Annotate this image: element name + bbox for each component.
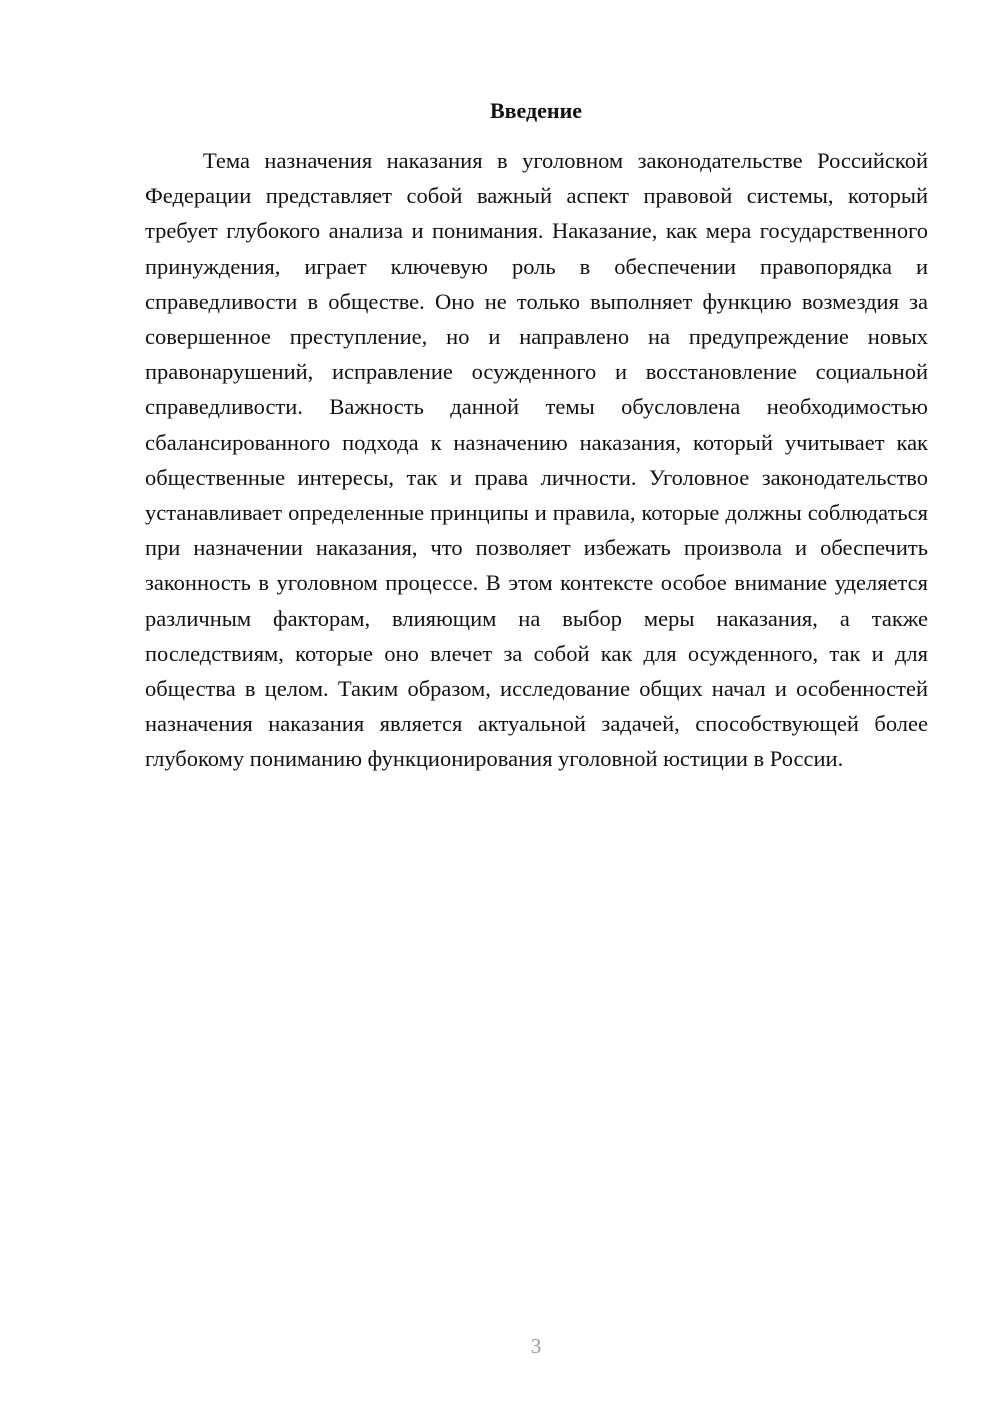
body-paragraph: Тема назначения наказания в уголовном законодательстве Российской Федерации представляет собой важный аспект правовой системы, который требует глубокого анализа и понимания. Наказание, как мера государственного принуждения, играет ключевую роль в обеспечении правопорядка и справедливости в обществе. Оно не только выполняет функцию возмездия за совершенное преступление, но и направлено на предупреждение новых правонарушений, исправление осужденного и восстановление социальной справедливости. Важность данной темы обусловлена необходимостью сбалансированного подхода к назначению наказания, который учитывает как общественные интересы, так и права личности. Уголовное законодательство устанавливает определенные принципы и правила, которые должны соблюдаться при назначении наказания, что позволяет избежать произвола и обеспечить законность в уголовном процессе. В этом контексте особое внимание уделяется различным факторам, влияющим на выбор меры наказания, а также последствиям, которые оно влечет за собой как для осужденного, так и для общества в целом. Таким образом, исследование общих начал и особенностей назначения наказания является актуальной задачей, способствующей более глубокому пониманию функционирования уголовной юстиции в России. [145,148,928,772]
page-number: 3 [530,1334,542,1358]
section-heading: Введение [489,98,583,123]
